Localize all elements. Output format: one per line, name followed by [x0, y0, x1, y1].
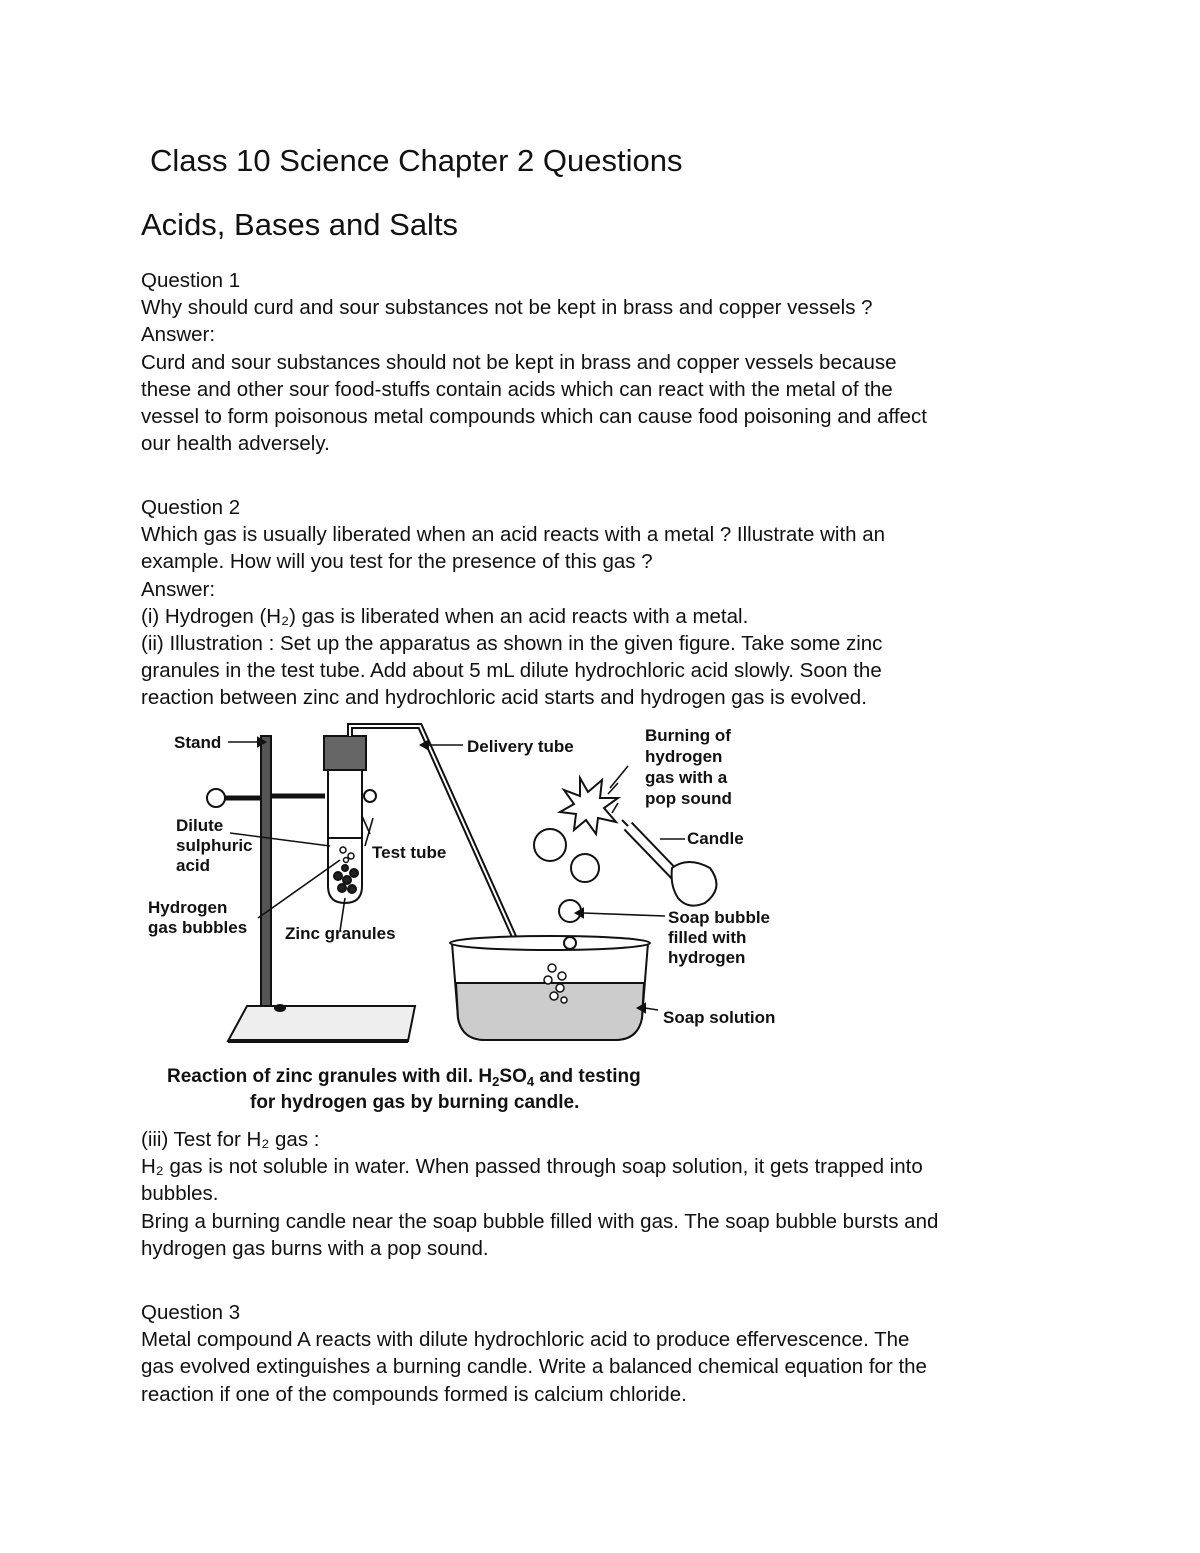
- question-2-heading: Question 2: [141, 496, 241, 519]
- answer-2-line: reaction between zinc and hydrochloric acid starts and hydrogen gas is evolved.: [141, 686, 867, 710]
- answer-1-line: Curd and sour substances should not be kept in brass and copper vessels because: [141, 350, 897, 374]
- label-dilute-line2: sulphuric: [176, 836, 253, 855]
- figure-caption-line2: for hydrogen gas by burning candle.: [250, 1092, 580, 1113]
- question-3-line: gas evolved extinguishes a burning candle. Write a balanced chemical equation for the: [141, 1355, 927, 1379]
- answer-2-line: granules in the test tube. Add about 5 mL dilute hydrochloric acid slowly. Soon the: [141, 659, 882, 683]
- apparatus-figure: [140, 718, 820, 1123]
- answer-1-line: our health adversely.: [141, 432, 330, 456]
- label-hydrogen-line2: gas bubbles: [148, 918, 248, 937]
- soap-solution: [456, 983, 644, 1040]
- answer-1-line: these and other sour food-stuffs contain acids which can react with the metal of the: [141, 377, 893, 401]
- label-soap-bubble-line2: filled with: [668, 928, 747, 947]
- label-candle: Candle: [687, 829, 744, 848]
- hand: [672, 862, 717, 906]
- apparatus-diagram: [140, 718, 820, 1123]
- label-burning-line2: hydrogen: [645, 747, 723, 766]
- label-dilute-line3: acid: [176, 856, 211, 875]
- label-zinc-granules: Zinc granules: [285, 924, 396, 943]
- question-3-block: [141, 1299, 1071, 1408]
- answer-2-line: (i) Hydrogen (H₂) gas is liberated when an acid reacts with a metal.: [141, 604, 749, 628]
- question-1-block: [141, 267, 1071, 457]
- label-test-tube: Test tube: [372, 843, 447, 862]
- document-title: Class 10 Science Chapter 2 Questions: [150, 143, 683, 178]
- question-2-line: Which gas is usually liberated when an acid reacts with a metal ? Illustrate with an: [141, 523, 886, 547]
- answer-2-label: Answer:: [141, 577, 216, 601]
- label-burning-line4: pop sound: [645, 789, 732, 808]
- question-1-text: Why should curd and sour substances not be kept in brass and copper vessels ?: [141, 296, 873, 320]
- question-2-line: example. How will you test for the presence of this gas ?: [141, 550, 653, 574]
- soap-bubble-medium: [571, 854, 599, 882]
- question-3-heading: Question 3: [141, 1301, 241, 1324]
- test-line: hydrogen gas burns with a pop sound.: [141, 1236, 489, 1260]
- test-line: bubbles.: [141, 1182, 219, 1206]
- figure-caption-line1: Reaction of zinc granules with dil. $H_2SO_4$ and testing: [167, 1066, 641, 1089]
- label-delivery-tube: Delivery tube: [467, 737, 574, 756]
- question-3-line: reaction if one of the compounds formed is calcium chloride.: [141, 1382, 687, 1406]
- label-hydrogen-line1: Hydrogen: [148, 898, 228, 917]
- test-line: (iii) Test for H₂ gas :: [141, 1128, 320, 1151]
- chapter-subtitle: Acids, Bases and Salts: [141, 207, 459, 242]
- answer-2-line: (ii) Illustration : Set up the apparatus as shown in the given figure. Take some zinc: [141, 632, 883, 656]
- cork: [324, 736, 366, 770]
- label-soap-solution: Soap solution: [663, 1008, 776, 1027]
- answer-1-line: vessel to form poisonous metal compounds which can cause food poisoning and affect: [141, 405, 927, 429]
- question-2-test-block: [141, 1126, 1071, 1262]
- soap-bubble-large: [534, 829, 566, 861]
- label-soap-bubble-line3: hydrogen: [668, 948, 746, 967]
- question-3-line: Metal compound A reacts with dilute hydrochloric acid to produce effervescence. The: [141, 1328, 910, 1352]
- stand-rod: [261, 736, 271, 1006]
- answer-1-label: Answer:: [141, 323, 216, 347]
- question-2-block: [141, 494, 1071, 712]
- test-line: Bring a burning candle near the soap bubble filled with gas. The soap bubble bursts and: [141, 1209, 939, 1233]
- label-burning-line3: gas with a: [645, 768, 728, 787]
- pop-burst: [560, 778, 618, 834]
- question-1-heading: Question 1: [141, 269, 241, 292]
- label-stand: Stand: [174, 733, 222, 752]
- label-burning-line1: Burning of: [645, 726, 731, 745]
- clamp-knob: [207, 789, 225, 807]
- label-soap-bubble-line1: Soap bubble: [668, 908, 770, 927]
- stand-base: [228, 1006, 415, 1041]
- test-line: H₂ gas is not soluble in water. When passed through soap solution, it gets trapped into: [141, 1155, 923, 1179]
- label-dilute-line1: Dilute: [176, 816, 224, 835]
